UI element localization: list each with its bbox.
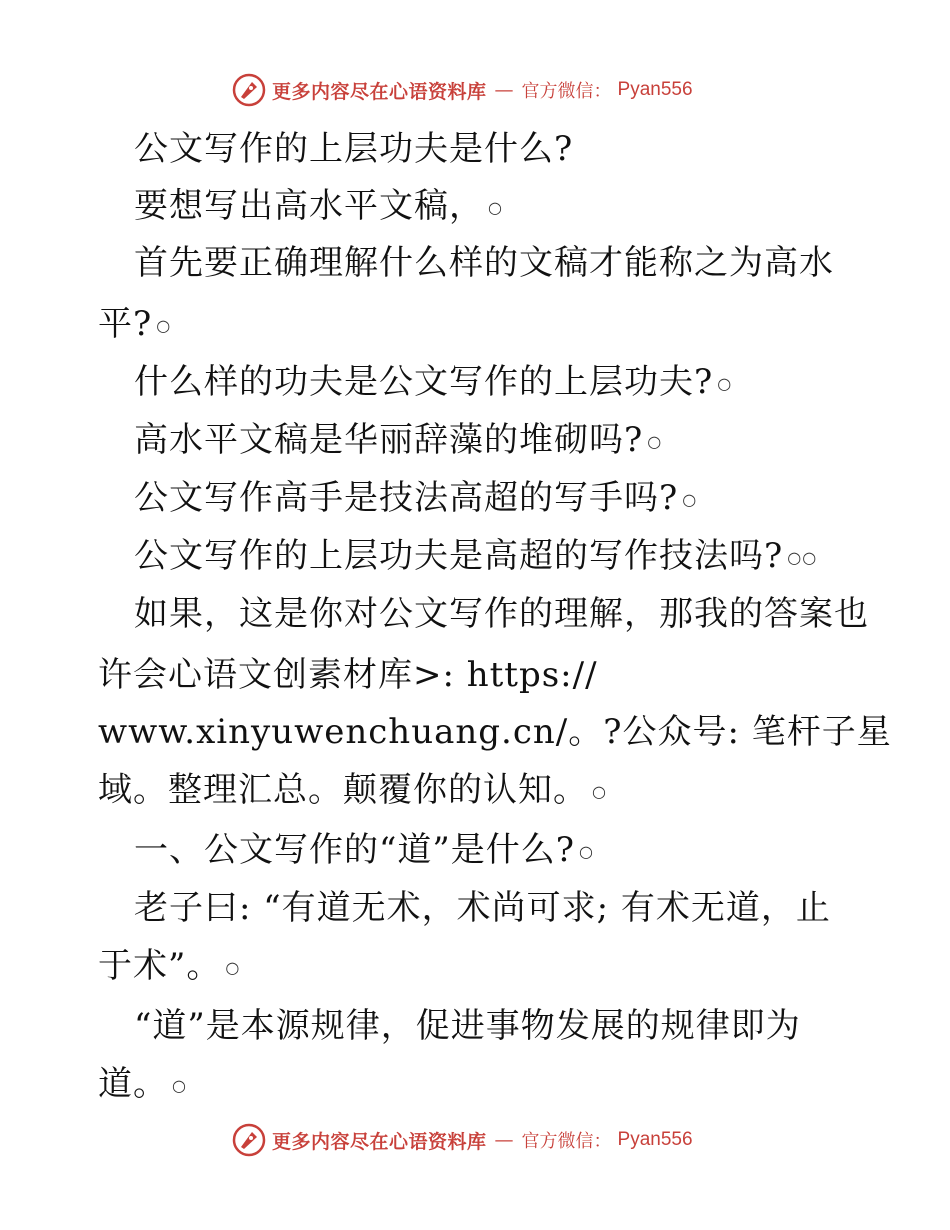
- banner-wechat-label: 官方微信：: [521, 81, 612, 102]
- paragraph-mark-icon: ○: [647, 432, 663, 451]
- banner-dash: —: [494, 79, 514, 101]
- header-banner: [232, 72, 693, 108]
- banner-site-name: 更多内容尽在心语资料库: [272, 80, 487, 103]
- pen-nib-logo-icon: [232, 73, 266, 107]
- banner-wechat-id: Pyan556: [617, 79, 693, 100]
- paragraph-mark-icon: ○: [592, 782, 607, 801]
- paragraph-line: “道”是本源规律，促进事物发展的规律即为: [134, 1006, 801, 1046]
- footer-banner: [232, 1122, 693, 1158]
- paragraph-line: 首先要正确理解什么样的文稿才能称之为高水: [134, 243, 834, 283]
- banner-dash: —: [494, 1129, 514, 1151]
- paragraph-mark-icon: ○: [682, 490, 698, 509]
- paragraph-line: 高水平文稿是华丽辞藻的堆砌吗? ○: [134, 420, 663, 460]
- paragraph-line: 公文写作高手是技法高超的写手吗? ○: [134, 478, 698, 518]
- pen-nib-logo-icon: [232, 1123, 266, 1157]
- paragraph-line: 道。 ○: [98, 1064, 187, 1104]
- paragraph-line: 要想写出高水平文稿， ○: [134, 186, 503, 226]
- paragraph-mark-icon: ○: [156, 316, 172, 335]
- paragraph-line: 老子曰: “有道无术，术尚可求; 有术无道，止: [134, 888, 831, 928]
- paragraph-line: 公文写作的上层功夫是高超的写作技法吗? ○○: [134, 536, 818, 576]
- banner-wechat-id: Pyan556: [617, 1129, 693, 1150]
- paragraph-line: 公文写作的上层功夫是什么?: [134, 129, 574, 169]
- paragraph-line: www.xinyuwenchuang.cn/。?公众号: 笔杆子星: [98, 712, 892, 752]
- paragraph-mark-icon: ○: [172, 1076, 187, 1095]
- paragraph-mark-icon: ○: [579, 842, 594, 861]
- paragraph-line: 平? ○: [98, 304, 172, 344]
- paragraph-mark-icon: ○: [225, 958, 241, 977]
- paragraph-mark-icon: ○: [717, 374, 733, 393]
- paragraph-line: 域。整理汇总。颠覆你的认知。 ○: [98, 770, 607, 810]
- paragraph-line: 如果，这是你对公文写作的理解，那我的答案也: [134, 594, 869, 634]
- paragraph-line: 一、公文写作的“道”是什么? ○: [134, 830, 594, 870]
- paragraph-line: 什么样的功夫是公文写作的上层功夫? ○: [134, 362, 733, 402]
- banner-site-name: 更多内容尽在心语资料库: [272, 1130, 487, 1153]
- paragraph-mark-icon: ○: [488, 198, 503, 217]
- paragraph-line: 许会心语文创素材库>: https://: [98, 655, 598, 695]
- banner-wechat-label: 官方微信：: [521, 1131, 612, 1152]
- paragraph-line: 于术”。 ○: [98, 946, 241, 986]
- paragraph-mark-icon: ○○: [787, 548, 818, 567]
